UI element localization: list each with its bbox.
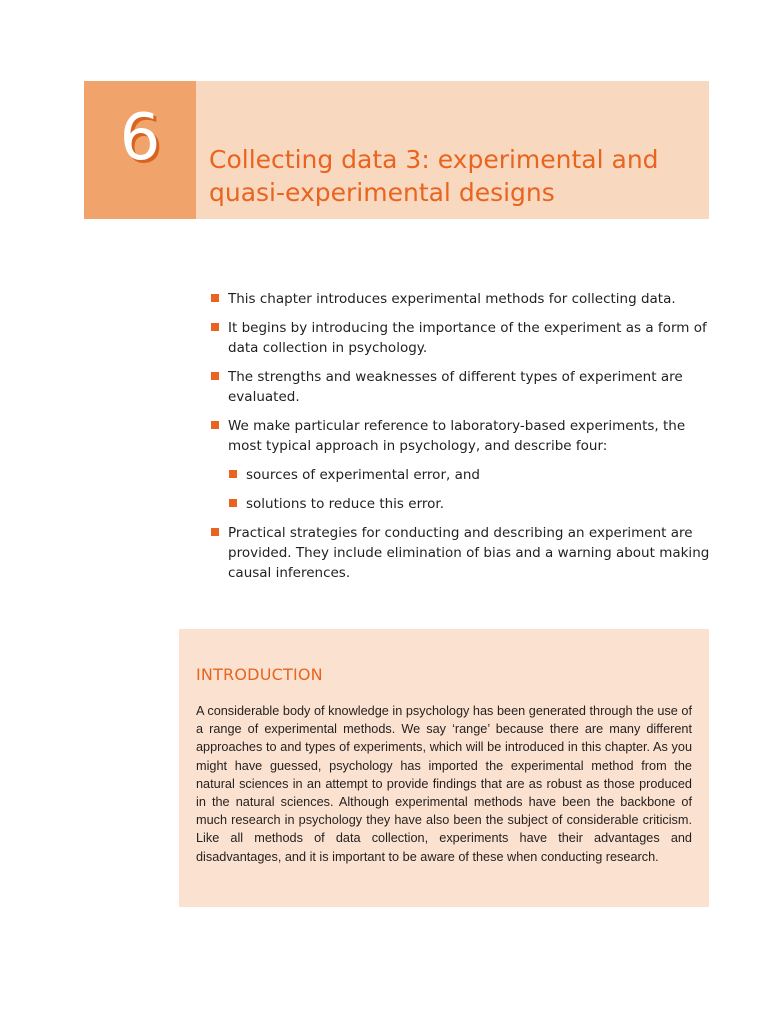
square-bullet-icon xyxy=(211,528,219,536)
chapter-title: Collecting data 3: experimental and quasi-experimental designs xyxy=(209,145,659,207)
square-bullet-icon xyxy=(211,294,219,302)
objective-item xyxy=(211,318,711,358)
objective-text: The strengths and weaknesses of different types of experiment are evaluated. xyxy=(228,369,683,405)
introduction-body: A considerable body of knowledge in psychology has been generated through the use of a range of experimental methods. We say ‘range’ because there are many different approaches to and types of experiments, which will be introduced in this chapter. As you might have guessed, psychology has imported the experimental method from the natural sciences in an attempt to provide findings that are as robust as those produced in the natural sciences. Although experimental methods have been the backbone of much research in psychology they have also been the subject of considerable criticism. Like all methods of data collection, experiments have their advantages and disadvantages, and it is important to be aware of these when conducting research. xyxy=(196,704,692,864)
objective-item xyxy=(211,523,711,583)
square-bullet-icon xyxy=(211,372,219,380)
square-bullet-icon xyxy=(211,421,219,429)
square-bullet-icon xyxy=(211,323,219,331)
objective-text: Practical strategies for conducting and describing an experiment are provided. They include elimination of bias and a warning about making causal inferences. xyxy=(228,525,710,581)
objective-subitem xyxy=(229,494,711,514)
objective-text: This chapter introduces experimental methods for collecting data. xyxy=(228,291,676,307)
chapter-objectives-list xyxy=(211,289,711,592)
objective-text: It begins by introducing the importance of the experiment as a form of data collection in psychology. xyxy=(228,320,707,356)
chapter-header xyxy=(84,81,709,219)
square-bullet-icon xyxy=(229,499,237,507)
objective-text: solutions to reduce this error. xyxy=(246,496,444,512)
objective-text: sources of experimental error, and xyxy=(246,467,480,483)
objective-item xyxy=(211,416,711,456)
introduction-box xyxy=(179,629,709,907)
objective-item xyxy=(211,289,711,309)
objective-subitem xyxy=(229,465,711,485)
introduction-heading: INTRODUCTION xyxy=(196,665,323,684)
square-bullet-icon xyxy=(229,470,237,478)
chapter-number-box xyxy=(84,81,196,219)
objective-item xyxy=(211,367,711,407)
objective-text: We make particular reference to laboratory-based experiments, the most typical approach in psychology, and describe four: xyxy=(228,418,686,454)
chapter-number: 6 xyxy=(119,101,161,175)
